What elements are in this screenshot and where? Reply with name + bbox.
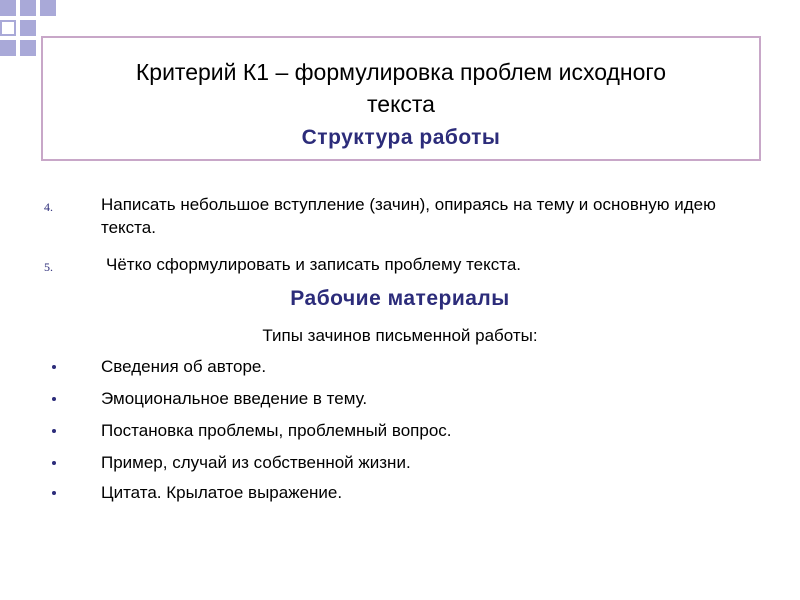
- bullet-icon: [52, 491, 56, 495]
- bullet-icon: [52, 429, 56, 433]
- bullet-icon: [52, 365, 56, 369]
- materials-intro: Типы зачинов письменной работы:: [262, 326, 538, 345]
- numbered-item-text: Чётко сформулировать и записать проблему текста.: [106, 255, 522, 274]
- list-number: 5.: [44, 260, 53, 274]
- list-item-text: Сведения об авторе.: [101, 357, 267, 376]
- list-item-text: Постановка проблемы, проблемный вопрос.: [101, 421, 452, 440]
- list-item-text: Цитата. Крылатое выражение.: [101, 483, 343, 502]
- bullet-icon: [52, 397, 56, 401]
- numbered-item-text: Написать небольшое вступление (зачин), опираясь на тему и основную идею текста.: [101, 195, 716, 237]
- section-heading: Рабочие материалы: [290, 287, 510, 310]
- list-item-text: Пример, случай из собственной жизни.: [101, 453, 411, 472]
- bullet-icon: [52, 461, 56, 465]
- slide-subtitle: Структура работы: [301, 126, 501, 149]
- list-number: 4.: [44, 200, 53, 214]
- slide-title-line-1: Критерий К1 – формулировка проблем исходного: [135, 59, 667, 85]
- list-item-text: Эмоциональное введение в тему.: [101, 389, 368, 408]
- slide-title-line-2: текста: [367, 91, 435, 117]
